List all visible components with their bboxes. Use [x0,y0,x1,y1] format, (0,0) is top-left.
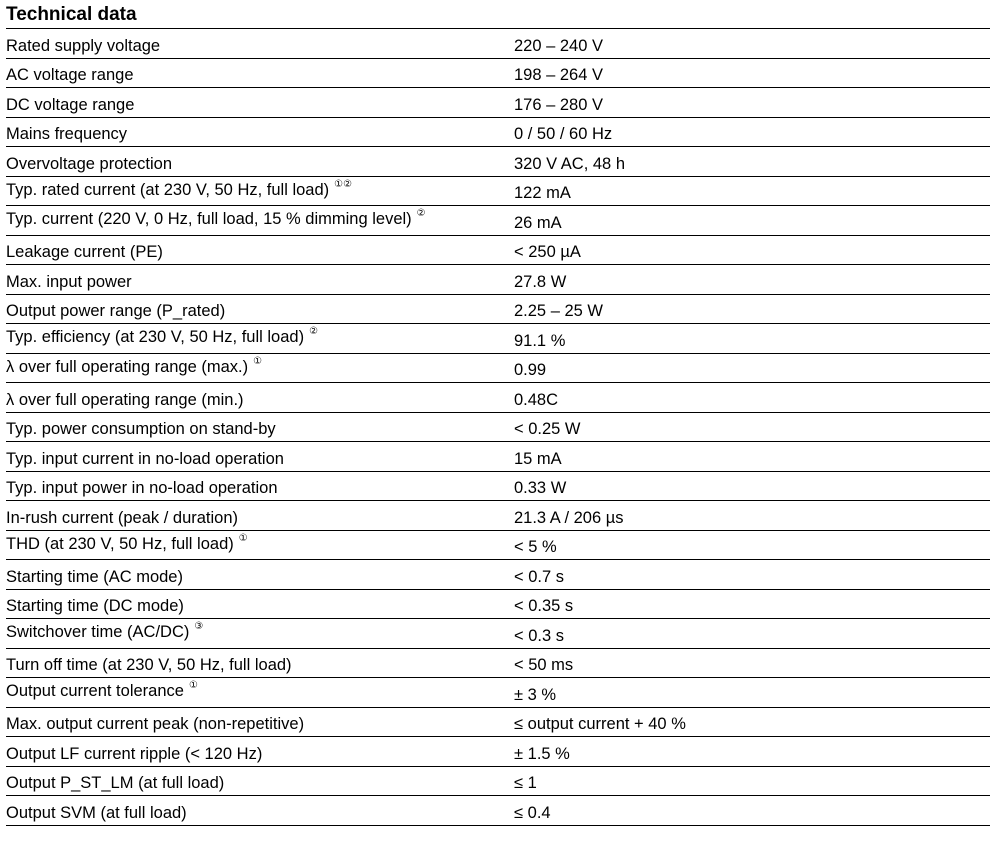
param-cell [6,324,514,353]
param-cell [6,501,514,530]
param-label: Switchover time (AC/DC) [6,623,190,641]
table-row [6,501,990,531]
table-row [6,472,990,502]
footnote-marker: ② [416,208,426,219]
param-label: Typ. power consumption on stand-by [6,420,276,438]
param-cell [6,708,514,737]
value-cell: 320 V AC, 48 h [514,154,625,173]
param-cell [6,383,514,412]
param-cell [6,531,514,560]
param-label: Output P_ST_LM (at full load) [6,774,225,792]
table-row [6,354,990,384]
table-row [6,531,990,561]
table-row [6,708,990,738]
table-row [6,796,990,826]
param-label: Starting time (AC mode) [6,567,183,586]
param-label: In-rush current (peak / duration) [6,508,239,527]
param-label: Output LF current ripple (< 120 Hz) [6,744,263,763]
value-cell: 15 mA [514,449,562,468]
value-cell: ≤ 1 [514,774,537,792]
table-row [6,619,990,649]
table-row [6,295,990,325]
param-label: Rated supply voltage [6,36,161,55]
param-cell [6,59,514,88]
param-cell [6,206,514,235]
param-cell [6,295,514,324]
param-label: Typ. rated current (at 230 V, 50 Hz, full load) [6,180,330,199]
value-cell: ≤ 0.4 [514,803,551,822]
param-cell [6,737,514,766]
table-row [6,88,990,118]
table-row [6,383,990,413]
table-row [6,206,990,236]
table-row [6,442,990,472]
value-cell: < 0.7 s [514,567,564,586]
table-row [6,29,990,59]
table-row [6,59,990,89]
footnote-marker: ② [309,326,319,337]
table-row [6,177,990,207]
value-cell: < 0.35 s [514,597,574,615]
param-cell [6,354,514,383]
table-row [6,265,990,295]
table-row [6,118,990,148]
param-cell [6,767,514,796]
param-label: Max. output current peak (non-repetitive) [6,715,305,733]
param-label: Max. input power [6,272,132,291]
table-row [6,767,990,797]
param-cell [6,560,514,589]
value-cell: < 50 ms [514,656,574,674]
value-cell: 21.3 A / 206 µs [514,508,624,527]
value-cell: 220 – 240 V [514,36,603,55]
footnote-marker: ③ [194,621,204,632]
value-cell: < 0.3 s [514,626,564,645]
param-cell [6,177,514,206]
value-cell: 122 mA [514,184,571,202]
param-label: Typ. input power in no-load operation [6,479,278,497]
param-label: Overvoltage protection [6,154,173,173]
section-title: Technical data [6,4,137,25]
param-cell [6,118,514,147]
param-cell [6,678,514,707]
param-cell [6,265,514,294]
param-cell [6,590,514,619]
value-cell: 27.8 W [514,272,567,291]
param-label: Starting time (DC mode) [6,597,184,615]
param-cell [6,413,514,442]
value-cell: 91.1 % [514,331,566,350]
param-cell [6,88,514,117]
value-cell: 0.48C [514,390,559,409]
param-cell [6,472,514,501]
table-row [6,413,990,443]
param-cell [6,796,514,825]
param-label: THD (at 230 V, 50 Hz, full load) [6,534,234,553]
param-label: Typ. input current in no-load operation [6,449,284,468]
value-cell: 0.33 W [514,479,567,497]
footnote-marker: ① [253,355,263,367]
param-label: Mains frequency [6,125,128,143]
table-row [6,560,990,590]
table-row [6,737,990,767]
value-cell: 2.25 – 25 W [514,302,603,320]
param-cell [6,236,514,265]
table-row [6,236,990,266]
value-cell: < 250 µA [514,243,581,261]
param-label: Output SVM (at full load) [6,803,187,822]
table-row [6,590,990,620]
table-row [6,678,990,708]
value-cell: < 5 % [514,538,557,556]
value-cell: ≤ output current + 40 % [514,715,686,733]
param-label: λ over full operating range (max.) [6,357,249,376]
value-cell: < 0.25 W [514,420,581,438]
value-cell: ± 1.5 % [514,744,570,763]
param-cell [6,147,514,176]
param-label: AC voltage range [6,66,134,84]
value-cell: 0 / 50 / 60 Hz [514,125,613,143]
param-label: λ over full operating range (min.) [6,390,244,409]
param-cell [6,619,514,648]
footnote-marker: ①② [334,178,353,190]
param-label: Typ. current (220 V, 0 Hz, full load, 15 % dimming level) [6,210,412,228]
param-label: DC voltage range [6,95,135,114]
footnote-marker: ① [238,532,248,544]
param-cell [6,442,514,471]
param-cell [6,29,514,58]
table-row [6,324,990,354]
value-cell: 26 mA [514,213,562,232]
table-row [6,649,990,679]
footnote-marker: ① [188,680,198,691]
value-cell: 0.99 [514,361,547,379]
technical-data-table [6,28,990,826]
param-label: Leakage current (PE) [6,243,163,261]
value-cell: 176 – 280 V [514,95,603,114]
param-cell [6,649,514,678]
value-cell: ± 3 % [514,685,557,704]
param-label: Turn off time (at 230 V, 50 Hz, full load) [6,656,292,674]
param-label: Output power range (P_rated) [6,302,226,320]
table-row [6,147,990,177]
value-cell: 198 – 264 V [514,66,603,84]
param-label: Typ. efficiency (at 230 V, 50 Hz, full load) [6,328,305,346]
param-label: Output current tolerance [6,682,184,700]
